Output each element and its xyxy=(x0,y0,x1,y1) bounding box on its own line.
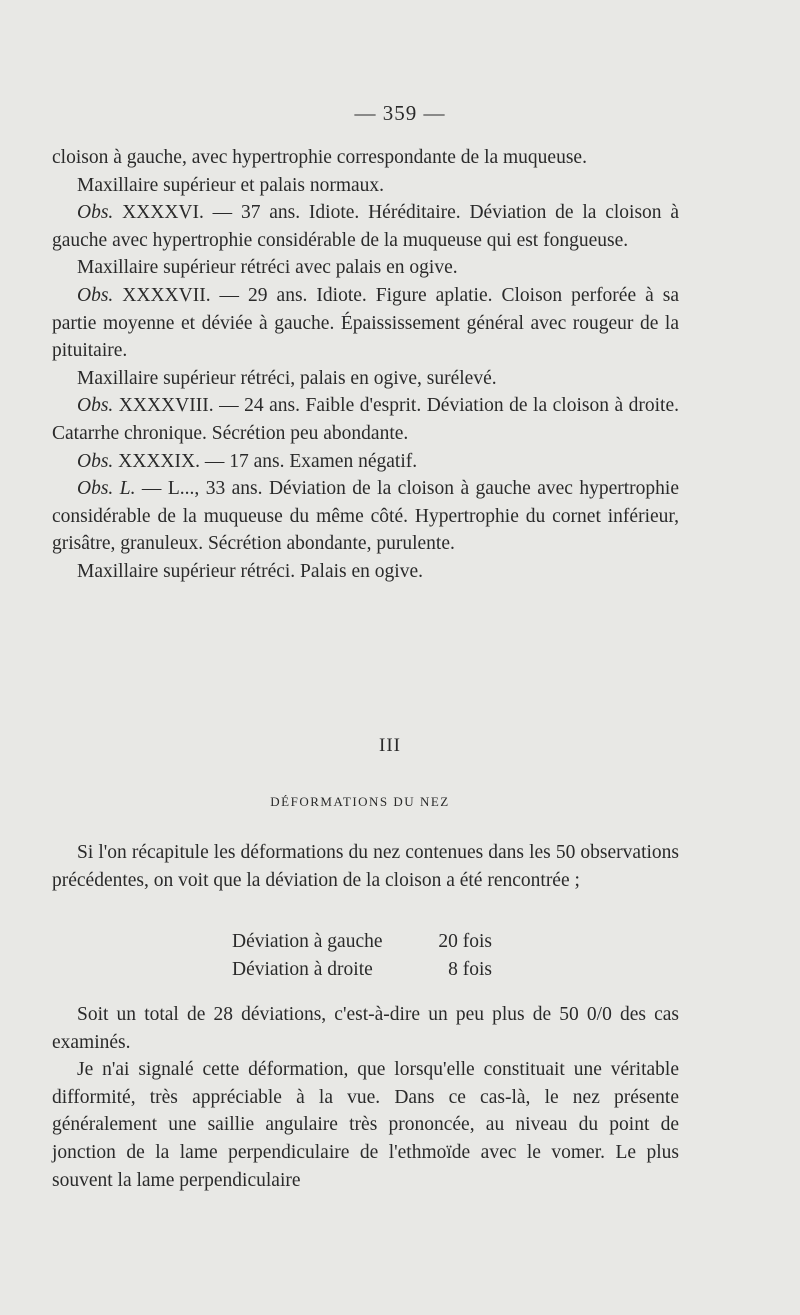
section-title: DÉFORMATIONS DU NEZ xyxy=(270,794,450,809)
observation-46 xyxy=(52,199,679,254)
summary-block xyxy=(52,839,679,894)
paragraph: Si l'on récapitule les déformations du nez contenues dans les 50 observations précédentes, on voit que la déviation de la cloison a été rencontrée ; xyxy=(52,842,679,891)
tally-label: Déviation à droite xyxy=(232,958,373,980)
obs-text: XXXXIX. — 17 ans. Examen négatif. xyxy=(113,450,418,472)
paragraph: Maxillaire supérieur et palais normaux. xyxy=(77,174,385,196)
section-number: III xyxy=(379,735,401,756)
obs-label: Obs. xyxy=(77,450,114,472)
obs-text: XXXXVI. — 37 ans. Idiote. Héréditaire. Déviation de la cloison à gauche avec hypertrophie considérable de la muqueuse qui est fongueuse. xyxy=(52,202,679,251)
page-number: — 359 — xyxy=(354,101,446,125)
deviation-tally xyxy=(232,928,492,983)
obs-text: XXXXVII. — 29 ans. Idiote. Figure aplatie. Cloison perforée à sa partie moyenne et déviée à gauche. Épaississement général avec rougeur de la pituitaire. xyxy=(52,284,679,362)
tally-count: 8 fois xyxy=(448,958,492,980)
conclusion-block xyxy=(52,1001,679,1194)
obs-label: Obs. xyxy=(77,202,114,224)
observation-47 xyxy=(52,282,679,365)
tally-row xyxy=(232,956,492,984)
paragraph: cloison à gauche, avec hypertrophie correspondante de la muqueuse. xyxy=(52,147,587,168)
paragraph: Maxillaire supérieur rétréci. Palais en ogive. xyxy=(77,560,423,582)
observations-block xyxy=(52,144,679,586)
observation-50 xyxy=(52,475,679,558)
paragraph: Je n'ai signalé cette déformation, que lorsqu'elle constituait une véritable difformité, très appréciable à la vue. Dans ce cas-là, le nez présente généralement une saillie angulaire très prononcée, au niveau du point de jonction de la lame perpendiculaire de l'ethmoïde avec le vomer. Le plus souvent la lame perpendiculaire xyxy=(52,1059,679,1191)
tally-count: 20 fois xyxy=(438,931,492,952)
obs-label: Obs. L. xyxy=(77,478,136,500)
observation-49 xyxy=(52,448,679,476)
obs-label: Obs. xyxy=(77,284,114,306)
observation-48 xyxy=(52,392,679,447)
obs-text: — L..., 33 ans. Déviation de la cloison à gauche avec hypertrophie considérable de la muqueuse du même côté. Hypertrophie du cornet inférieur, grisâtre, granuleux. Sécrétion abondante, purulente. xyxy=(52,478,679,555)
paragraph: Soit un total de 28 déviations, c'est-à-dire un peu plus de 50 0/0 des cas examinés. xyxy=(52,1004,679,1053)
tally-label: Déviation à gauche xyxy=(232,931,383,952)
tally-row xyxy=(232,928,492,956)
paragraph: Maxillaire supérieur rétréci avec palais en ogive. xyxy=(77,257,458,279)
obs-label: Obs. xyxy=(77,395,114,417)
paragraph: Maxillaire supérieur rétréci, palais en ogive, surélevé. xyxy=(77,367,497,389)
obs-text: XXXXVIII. — 24 ans. Faible d'esprit. Déviation de la cloison à droite. Catarrhe chronique. Sécrétion peu abondante. xyxy=(52,395,679,444)
